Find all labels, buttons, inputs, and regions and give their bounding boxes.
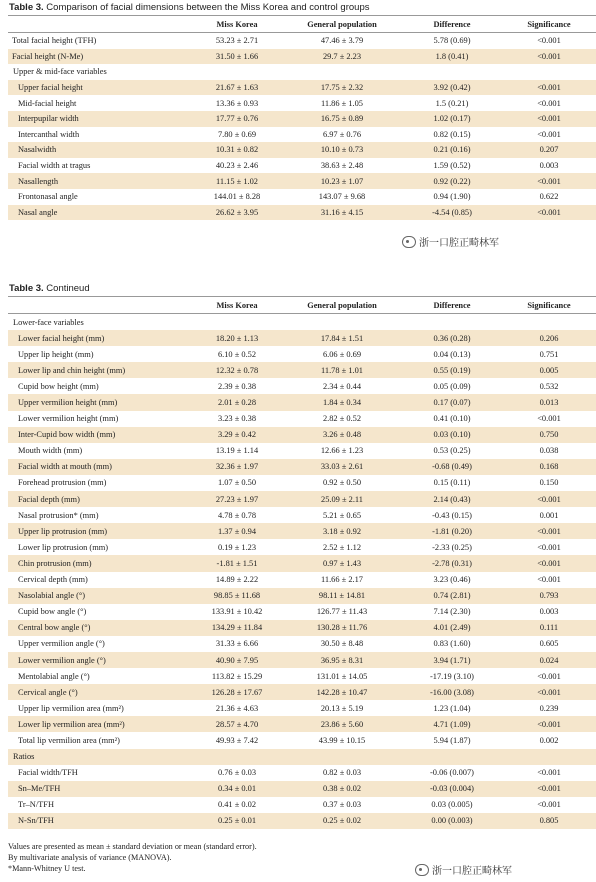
row-label: Upper lip height (mm) [18, 349, 94, 359]
row-label: Upper facial height [8, 80, 192, 96]
footnote: Values are presented as mean ± standard deviation or mean (standard error). [8, 842, 257, 851]
cell-value: 0.38 ± 0.02 [282, 781, 402, 797]
cell-value: 113.82 ± 15.29 [211, 671, 263, 681]
cell-value: -0.43 (0.15) [432, 510, 472, 520]
cell-value: 0.25 ± 0.01 [192, 813, 282, 829]
cell-value: 0.605 [539, 639, 559, 649]
cell-value: 0.34 ± 0.01 [192, 781, 282, 797]
row-label: Cervical angle (°) [8, 684, 192, 700]
cell-value: 0.111 [502, 620, 596, 636]
cell-value: 0.207 [502, 142, 596, 158]
cell-value: 0.97 ± 1.43 [282, 555, 402, 571]
cell-value: <0.001 [537, 768, 561, 778]
row-label: Lower lip vermilion area (mm²) [8, 716, 192, 732]
row-label: Cupid bow height (mm) [18, 381, 99, 391]
cell-value: -0.03 (0.004) [402, 781, 502, 797]
cell-value: 3.23 ± 0.38 [217, 414, 257, 424]
cell-value: <0.001 [502, 716, 596, 732]
cell-value: 7.14 (2.30) [433, 607, 471, 617]
column-header: Difference [433, 19, 471, 29]
row-label: Cervical depth (mm) [18, 575, 88, 585]
table-row [8, 716, 596, 732]
row-label: Mouth width (mm) [18, 446, 83, 456]
table-row [8, 813, 596, 829]
cell-value: 0.41 (0.10) [433, 414, 471, 424]
cell-value: 18.20 ± 1.13 [192, 330, 282, 346]
section-label: Ratios [8, 749, 596, 765]
section-label: Upper & mid-face variables [13, 67, 107, 77]
row-label: Upper vermilion height (mm) [8, 394, 192, 410]
cell-value: 6.06 ± 0.69 [322, 349, 362, 359]
cell-value: 6.97 ± 0.76 [322, 129, 362, 139]
cell-value: 0.168 [502, 459, 596, 475]
cell-value: 0.04 (0.13) [433, 349, 471, 359]
row-label: Lower vermilion angle (°) [8, 652, 192, 668]
table-row [8, 491, 596, 507]
cell-value: 2.82 ± 0.52 [322, 414, 362, 424]
table-row [8, 111, 596, 127]
cell-value: -2.33 (0.25) [432, 542, 472, 552]
cell-value: -2.78 (0.31) [402, 555, 502, 571]
cell-value: 126.28 ± 17.67 [192, 684, 282, 700]
table-caption: Table 3. Comparison of facial dimensions between the Miss Korea and control groups [9, 2, 370, 13]
row-label: Upper lip vermilion area (mm²) [18, 703, 124, 713]
cell-value: 0.150 [539, 478, 559, 488]
cell-value: 0.622 [539, 192, 559, 202]
column-header [8, 16, 192, 33]
cell-value: -0.06 (0.007) [430, 768, 474, 778]
cell-value: 0.024 [502, 652, 596, 668]
table-row [8, 158, 596, 174]
cell-value: 0.53 (0.25) [433, 446, 471, 456]
table-row [8, 572, 596, 588]
cell-value: 1.37 ± 0.94 [192, 523, 282, 539]
cell-value: 3.94 (1.71) [402, 652, 502, 668]
cell-value: 25.09 ± 2.11 [282, 491, 402, 507]
cell-value: -1.81 ± 1.51 [192, 555, 282, 571]
row-label: Mentolabial angle (°) [18, 671, 90, 681]
cell-value: 31.33 ± 6.66 [215, 639, 259, 649]
table-row [8, 33, 596, 49]
cell-value: 40.90 ± 7.95 [192, 652, 282, 668]
cell-value: 3.23 (0.46) [433, 575, 471, 585]
cell-value: 29.7 ± 2.23 [282, 49, 402, 65]
cell-value: 0.013 [502, 394, 596, 410]
table-row [8, 459, 596, 475]
table-row [8, 173, 596, 189]
table-3-continued [8, 281, 571, 829]
cell-value: 31.16 ± 4.15 [282, 205, 402, 221]
cell-value: 4.01 (2.49) [402, 620, 502, 636]
cell-value: <0.001 [537, 36, 561, 46]
cell-value: <0.001 [502, 491, 596, 507]
row-label: Nasal angle [8, 205, 192, 221]
cell-value: 33.03 ± 2.61 [282, 459, 402, 475]
cell-value: 0.793 [502, 588, 596, 604]
cell-value: 4.71 (1.09) [402, 716, 502, 732]
cell-value: 0.005 [502, 362, 596, 378]
cell-value: <0.001 [502, 173, 596, 189]
row-label: Lower vermilion height (mm) [18, 414, 119, 424]
row-label: Nasolabial angle (°) [8, 588, 192, 604]
cell-value: 1.59 (0.52) [433, 161, 471, 171]
row-label: Cupid bow angle (°) [18, 607, 87, 617]
cell-value: 38.63 ± 2.48 [320, 161, 364, 171]
cell-value: 20.13 ± 5.19 [320, 703, 364, 713]
cell-value: 2.34 ± 0.44 [322, 381, 362, 391]
cell-value: 2.01 ± 0.28 [192, 394, 282, 410]
table-row [8, 394, 596, 410]
cell-value: <0.001 [537, 575, 561, 585]
cell-value: 5.21 ± 0.65 [322, 510, 362, 520]
cell-value: 0.05 (0.09) [433, 381, 471, 391]
column-header [8, 297, 192, 314]
cell-value: 17.75 ± 2.32 [282, 80, 402, 96]
cell-value: 2.39 ± 0.38 [217, 381, 257, 391]
cell-value: 40.23 ± 2.46 [215, 161, 259, 171]
cell-value: -4.54 (0.85) [402, 205, 502, 221]
cell-value: <0.001 [502, 684, 596, 700]
cell-value: 0.17 (0.07) [402, 394, 502, 410]
table-row [8, 427, 596, 443]
table-row [8, 539, 596, 555]
table-row [8, 797, 596, 813]
row-label: Facial height (N-Me) [8, 49, 192, 65]
cell-value: <0.001 [502, 523, 596, 539]
cell-value: -1.81 (0.20) [402, 523, 502, 539]
cell-value: 0.19 ± 1.23 [217, 542, 257, 552]
cell-value: 3.29 ± 0.42 [192, 427, 282, 443]
table-row [8, 765, 596, 781]
column-header: Significance [527, 19, 571, 29]
facial-dimensions-table-continued [8, 296, 596, 829]
row-label: Total lip vermilion area (mm²) [18, 735, 120, 745]
cell-value: 0.002 [539, 735, 559, 745]
cell-value: 13.36 ± 0.93 [215, 98, 259, 108]
cell-value: 0.76 ± 0.03 [217, 768, 257, 778]
cell-value: 0.94 (1.90) [433, 192, 471, 202]
row-label: Facial width/TFH [18, 768, 78, 778]
table-row [8, 127, 596, 143]
cell-value: 0.41 ± 0.02 [217, 800, 257, 810]
section-label: Lower-face variables [13, 317, 84, 327]
cell-value: 32.36 ± 1.97 [192, 459, 282, 475]
row-label: Lower lip protrusion (mm) [18, 542, 109, 552]
table-row [8, 668, 596, 684]
cell-value: 28.57 ± 4.70 [192, 716, 282, 732]
row-label: Chin protrusion (mm) [8, 555, 192, 571]
cell-value: 130.28 ± 11.76 [282, 620, 402, 636]
cell-value: <0.001 [502, 80, 596, 96]
cell-value: 142.28 ± 10.47 [282, 684, 402, 700]
cell-value: 0.206 [502, 330, 596, 346]
cell-value: 0.003 [539, 161, 559, 171]
row-label: Interpupilar width [8, 111, 192, 127]
watermark: 浙一口腔正畸林军 [402, 234, 499, 249]
cell-value: 0.21 (0.16) [402, 142, 502, 158]
cell-value: <0.001 [537, 542, 561, 552]
row-label: N-Sn/TFH [8, 813, 192, 829]
cell-value: 98.85 ± 11.68 [192, 588, 282, 604]
table-row [8, 80, 596, 96]
cell-value: 0.038 [539, 446, 559, 456]
cell-value: 98.11 ± 14.81 [282, 588, 402, 604]
footnote: By multivariate analysis of variance (MANOVA). [8, 852, 172, 862]
footnotes [8, 842, 257, 874]
cell-value: 11.86 ± 1.05 [321, 98, 363, 108]
cell-value: 43.99 ± 10.15 [318, 735, 366, 745]
cell-value: -0.68 (0.49) [402, 459, 502, 475]
row-label: Facial width at mouth (mm) [8, 459, 192, 475]
header-row [8, 16, 596, 33]
cell-value: 126.77 ± 11.43 [316, 607, 368, 617]
table-row [8, 620, 596, 636]
cell-value: 21.67 ± 1.63 [192, 80, 282, 96]
cell-value: 10.31 ± 0.82 [192, 142, 282, 158]
table-row [8, 700, 596, 716]
cell-value: 0.239 [539, 703, 559, 713]
cell-value: 131.01 ± 14.05 [316, 671, 368, 681]
section-row [8, 64, 596, 80]
cell-value: 13.19 ± 1.14 [215, 446, 259, 456]
cell-value: 23.86 ± 5.60 [282, 716, 402, 732]
cell-value: 1.84 ± 0.34 [282, 394, 402, 410]
cell-value: 0.751 [539, 349, 559, 359]
column-header: General population [307, 300, 377, 310]
cell-value: 1.23 (1.04) [433, 703, 471, 713]
table-row [8, 362, 596, 378]
table-row [8, 378, 596, 394]
cell-value: 7.80 ± 0.69 [217, 129, 257, 139]
cell-value: 1.07 ± 0.50 [217, 478, 257, 488]
cell-value: <0.001 [537, 671, 561, 681]
cell-value: <0.001 [502, 781, 596, 797]
cell-value: -16.00 (3.08) [402, 684, 502, 700]
row-label: Nasalwidth [8, 142, 192, 158]
cell-value: <0.001 [502, 205, 596, 221]
cell-value: 0.37 ± 0.03 [322, 800, 362, 810]
cell-value: 133.91 ± 10.42 [211, 607, 263, 617]
cell-value: 0.532 [539, 381, 559, 391]
row-label: Intercanthal width [18, 129, 80, 139]
table-row [8, 555, 596, 571]
row-label: Total facial height (TFH) [12, 36, 97, 46]
row-label: Frontonasal angle [18, 192, 78, 202]
cell-value: 5.78 (0.69) [433, 36, 471, 46]
wechat-icon [402, 236, 416, 248]
cell-value: 144.01 ± 8.28 [213, 192, 261, 202]
table-row [8, 588, 596, 604]
table-caption: Table 3. Contineud [9, 283, 90, 294]
cell-value: 3.92 (0.42) [402, 80, 502, 96]
cell-value: 0.25 ± 0.02 [282, 813, 402, 829]
cell-value: 6.10 ± 0.52 [217, 349, 257, 359]
table-row [8, 604, 596, 620]
header-row [8, 297, 596, 314]
row-label: Facial width at tragus [18, 161, 91, 171]
cell-value: <0.001 [502, 49, 596, 65]
cell-value: 0.82 ± 0.03 [322, 768, 362, 778]
row-label: Forehead protrusion (mm) [18, 478, 107, 488]
table-row [8, 189, 596, 205]
cell-value: 17.77 ± 0.76 [192, 111, 282, 127]
table-row [8, 142, 596, 158]
cell-value: 0.74 (2.81) [402, 588, 502, 604]
footnote: *Mann-Whitney U test. [8, 863, 86, 873]
table-row [8, 443, 596, 459]
cell-value: 0.92 ± 0.50 [322, 478, 362, 488]
row-label: Sn–Me/TFH [8, 781, 192, 797]
table-row [8, 636, 596, 652]
cell-value: 143.07 ± 9.68 [318, 192, 366, 202]
cell-value: 31.50 ± 1.66 [192, 49, 282, 65]
row-label: Facial depth (mm) [8, 491, 192, 507]
cell-value: 11.66 ± 2.17 [321, 575, 363, 585]
table-row [8, 411, 596, 427]
row-label: Lower lip and chin height (mm) [8, 362, 192, 378]
cell-value: 26.62 ± 3.95 [192, 205, 282, 221]
cell-value: <0.001 [537, 414, 561, 424]
cell-value: 47.46 ± 3.79 [320, 36, 364, 46]
cell-value: 0.55 (0.19) [402, 362, 502, 378]
cell-value: 0.03 (0.005) [431, 800, 473, 810]
cell-value: 10.10 ± 0.73 [282, 142, 402, 158]
table-row [8, 684, 596, 700]
row-label: Upper vermilion angle (°) [18, 639, 105, 649]
cell-value: 3.26 ± 0.48 [282, 427, 402, 443]
table-row [8, 95, 596, 111]
table-row [8, 507, 596, 523]
table-3 [8, 0, 571, 220]
cell-value: 0.83 (1.60) [433, 639, 471, 649]
cell-value: <0.001 [502, 555, 596, 571]
row-label: Mid-facial height [18, 98, 77, 108]
table-row [8, 205, 596, 221]
cell-value: 5.94 (1.87) [433, 735, 471, 745]
column-header: Difference [433, 300, 471, 310]
table-row [8, 49, 596, 65]
table-row [8, 732, 596, 748]
row-label: Lower facial height (mm) [8, 330, 192, 346]
table-row [8, 652, 596, 668]
cell-value: 3.18 ± 0.92 [282, 523, 402, 539]
table-row [8, 346, 596, 362]
cell-value: 4.78 ± 0.78 [217, 510, 257, 520]
cell-value: 36.95 ± 8.31 [282, 652, 402, 668]
cell-value: 53.23 ± 2.71 [215, 36, 259, 46]
cell-value: 2.14 (0.43) [402, 491, 502, 507]
cell-value: 2.52 ± 1.12 [322, 542, 362, 552]
cell-value: 0.003 [539, 607, 559, 617]
cell-value: 30.50 ± 8.48 [320, 639, 364, 649]
section-row [8, 314, 596, 331]
table-row [8, 781, 596, 797]
column-header: General population [307, 19, 377, 29]
column-header: Significance [527, 300, 571, 310]
cell-value: 21.36 ± 4.63 [215, 703, 259, 713]
row-label: Tr–N/TFH [18, 800, 54, 810]
cell-value: 27.23 ± 1.97 [192, 491, 282, 507]
cell-value: -17.19 (3.10) [430, 671, 474, 681]
wechat-icon [415, 864, 429, 876]
row-label: Nasal protrusion* (mm) [18, 510, 99, 520]
section-row [8, 749, 596, 765]
table-row [8, 475, 596, 491]
column-header: Miss Korea [216, 300, 258, 310]
table-row [8, 330, 596, 346]
cell-value: 49.93 ± 7.42 [215, 735, 259, 745]
row-label: Central bow angle (°) [8, 620, 192, 636]
cell-value: 0.36 (0.28) [402, 330, 502, 346]
cell-value: 10.23 ± 1.07 [282, 173, 402, 189]
row-label: Inter-Cupid bow width (mm) [8, 427, 192, 443]
cell-value: <0.001 [537, 800, 561, 810]
cell-value: 0.00 (0.003) [402, 813, 502, 829]
cell-value: 1.5 (0.21) [435, 98, 469, 108]
cell-value: <0.001 [537, 98, 561, 108]
cell-value: 134.29 ± 11.84 [192, 620, 282, 636]
cell-value: 0.750 [502, 427, 596, 443]
watermark: 浙一口腔正畸林军 [415, 862, 512, 877]
cell-value: 12.32 ± 0.78 [192, 362, 282, 378]
cell-value: 0.03 (0.10) [402, 427, 502, 443]
cell-value: 11.15 ± 1.02 [192, 173, 282, 189]
cell-value: 0.92 (0.22) [402, 173, 502, 189]
cell-value: 0.805 [502, 813, 596, 829]
row-label: Upper lip protrusion (mm) [8, 523, 192, 539]
cell-value: 1.02 (0.17) [402, 111, 502, 127]
cell-value: 17.84 ± 1.51 [282, 330, 402, 346]
cell-value: 14.89 ± 2.22 [215, 575, 259, 585]
cell-value: 0.001 [539, 510, 559, 520]
row-label: Nasallength [8, 173, 192, 189]
facial-dimensions-table [8, 15, 596, 220]
cell-value: 1.8 (0.41) [402, 49, 502, 65]
cell-value: 16.75 ± 0.89 [282, 111, 402, 127]
cell-value: <0.001 [537, 129, 561, 139]
cell-value: 0.15 (0.11) [433, 478, 471, 488]
table-row [8, 523, 596, 539]
cell-value: <0.001 [502, 111, 596, 127]
cell-value: 0.82 (0.15) [433, 129, 471, 139]
cell-value: 11.78 ± 1.01 [282, 362, 402, 378]
cell-value: 12.66 ± 1.23 [320, 446, 364, 456]
column-header: Miss Korea [216, 19, 258, 29]
